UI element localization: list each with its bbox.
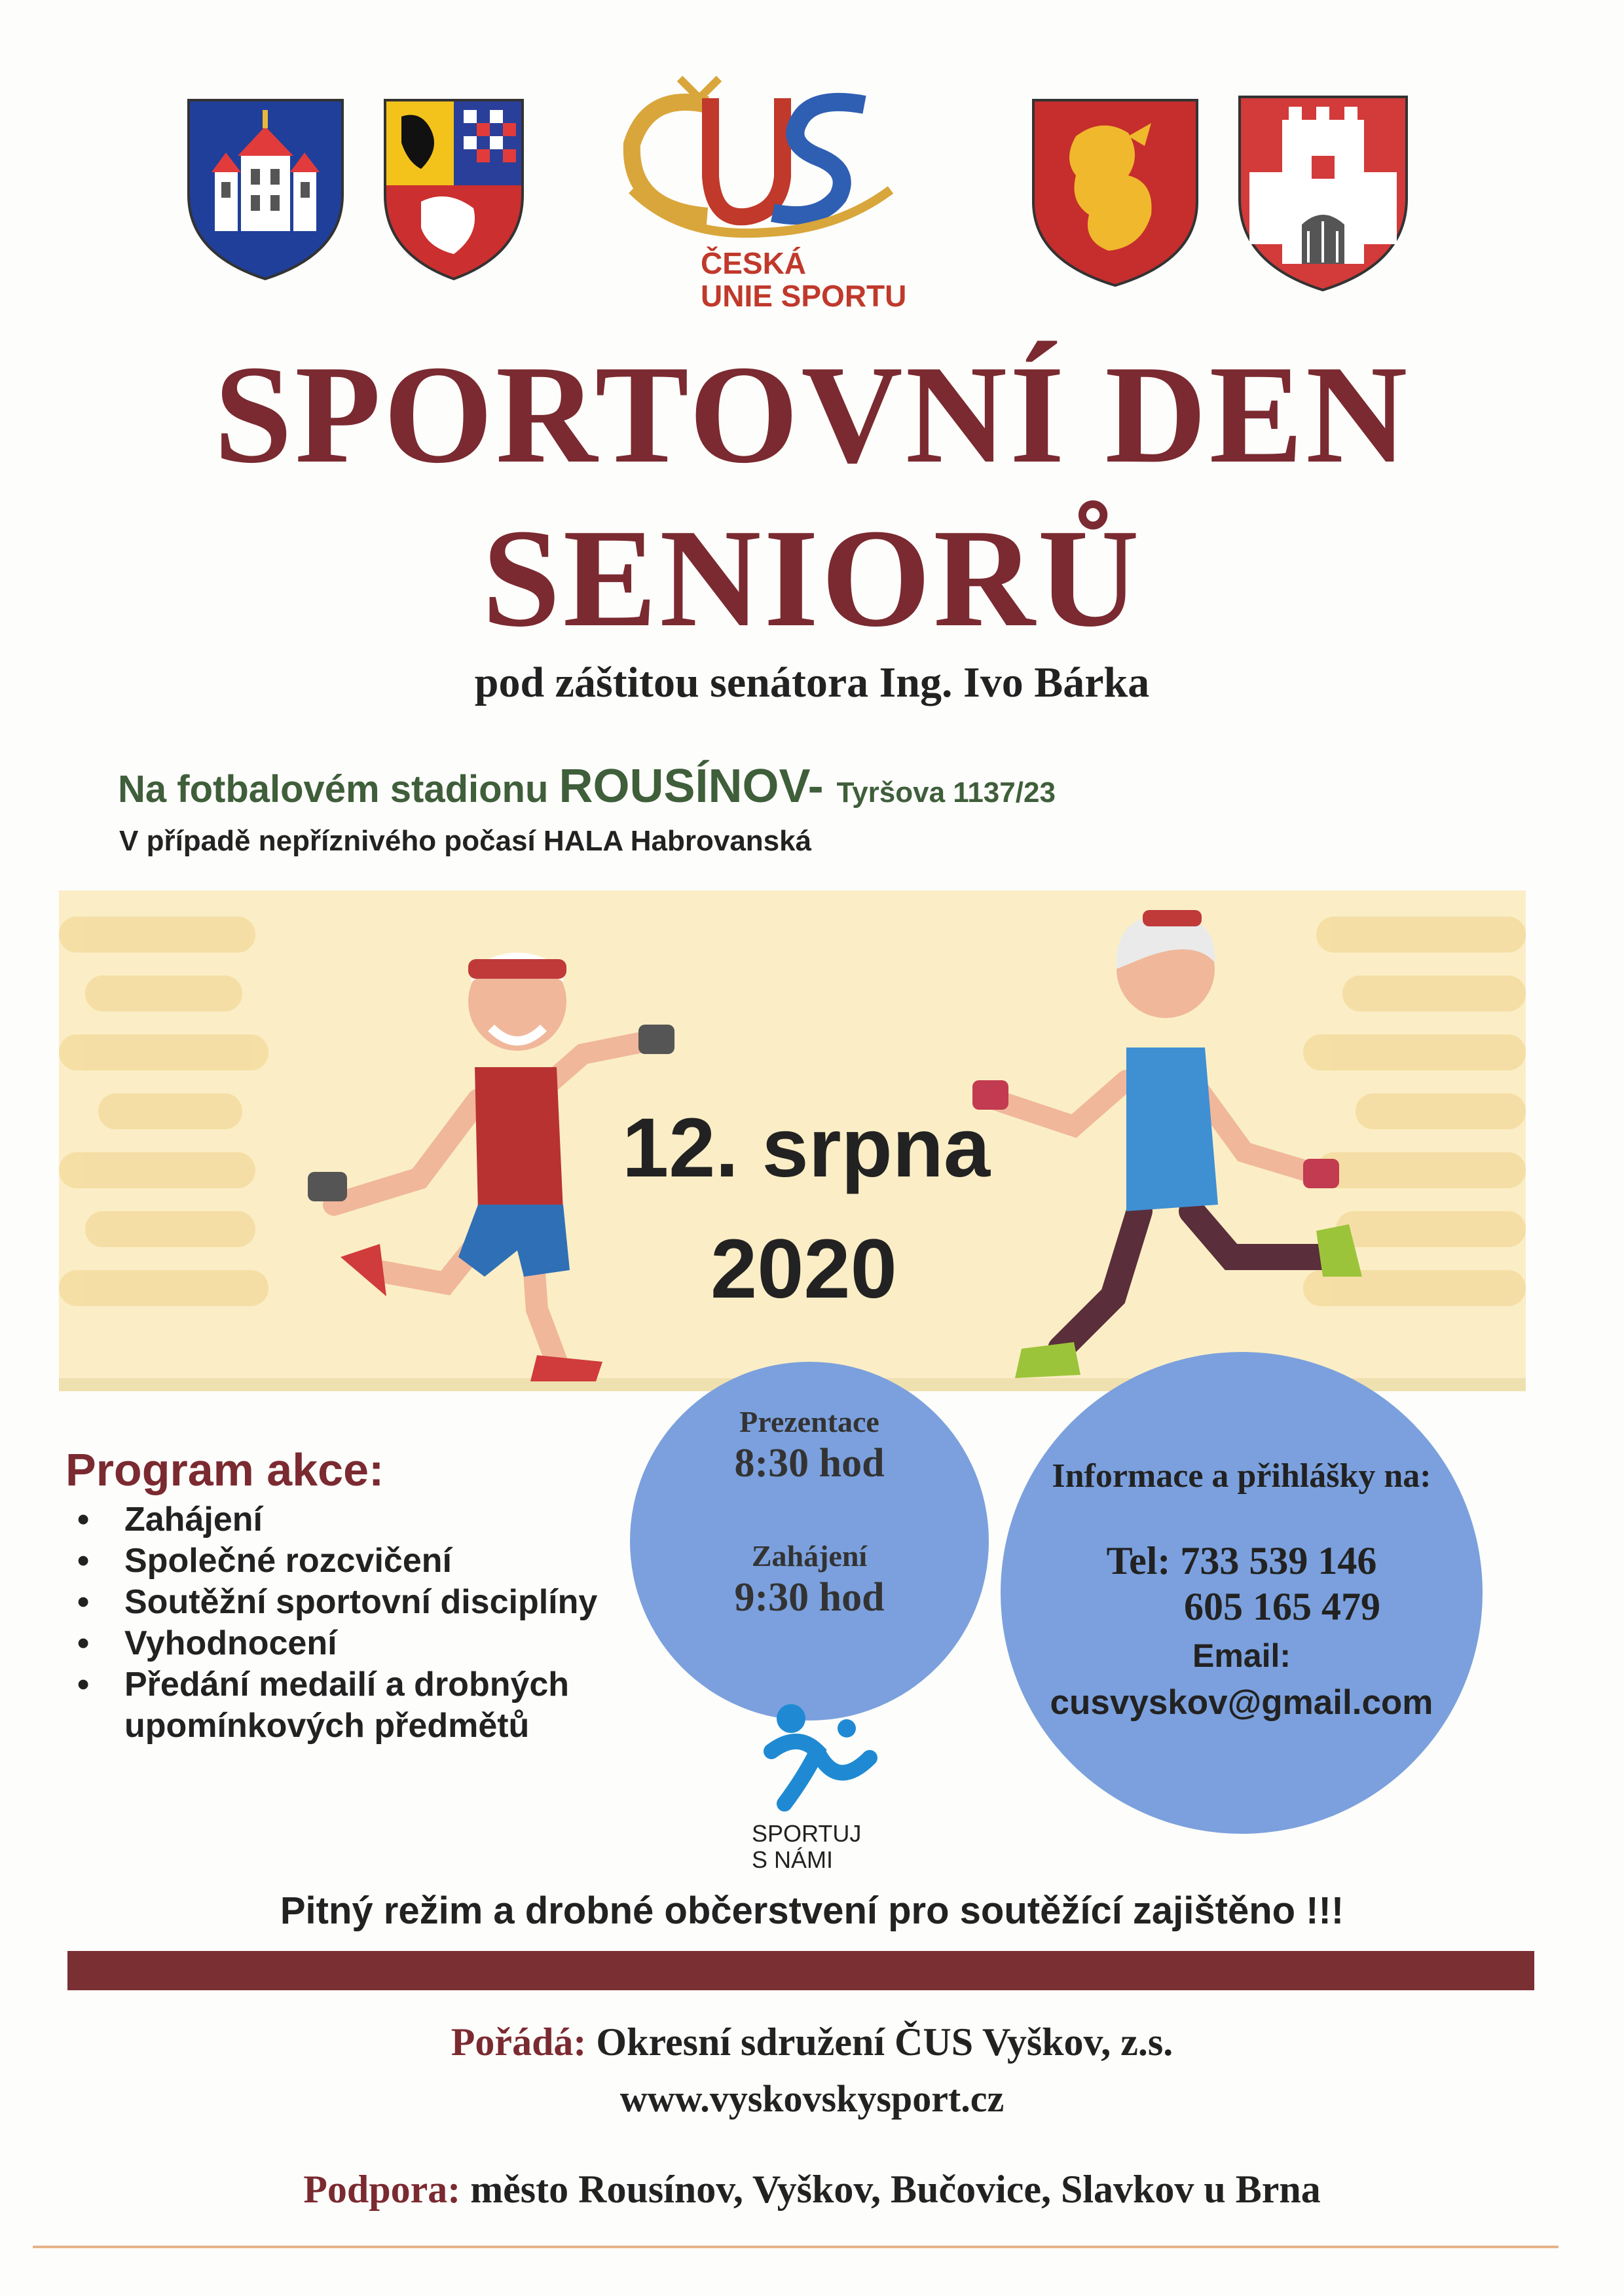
registration-time: 8:30 hod: [734, 1441, 885, 1485]
cus-logo-line1: ČESKÁ: [701, 246, 807, 280]
info-circle: [1001, 1352, 1483, 1834]
support-label: Podpora:: [303, 2168, 461, 2211]
program-item-text: Společné rozcvičení: [124, 1542, 452, 1580]
program-item-text: Soutěžní sportovní disciplíny: [124, 1583, 598, 1621]
bullet-icon: •: [77, 1583, 90, 1621]
program-item-text: Vyhodnocení: [124, 1624, 337, 1662]
bullet-icon: •: [77, 1501, 90, 1539]
divider-bar: [67, 1951, 1534, 1990]
program-title: Program akce:: [65, 1444, 384, 1495]
cus-logo-mark: [602, 65, 930, 249]
cus-logo-line2: UNIE SPORTU: [701, 279, 907, 313]
event-date-day: 12. srpna: [622, 1101, 991, 1195]
sportuj-line2: S NÁMI: [752, 1846, 834, 1873]
event-date-year: 2020: [710, 1222, 897, 1316]
info-heading: Informace a přihlášky na:: [1052, 1457, 1431, 1495]
schedule-circle: [630, 1362, 989, 1721]
info-email-label: Email:: [1192, 1637, 1291, 1674]
page-title-line2: SENIORŮ: [482, 500, 1142, 656]
organizer-line: [0, 2020, 1624, 2065]
list-item: [72, 1499, 661, 1540]
patronage-subtitle: pod záštitou senátora Ing. Ivo Bárka: [474, 659, 1150, 706]
opening-label: Zahájení: [751, 1539, 868, 1573]
organizer-label: Pořádá:: [451, 2020, 587, 2064]
venue-place: ROUSÍNOV: [559, 760, 808, 812]
gate-tower-crest: [1236, 94, 1410, 293]
eagle-lion-crest: [382, 97, 526, 282]
program-list: [72, 1499, 661, 1747]
venue-dash: -: [807, 760, 837, 812]
info-tel2: 605 165 479: [1184, 1585, 1380, 1628]
running-figure-icon: [752, 1699, 883, 1817]
list-item: [72, 1540, 661, 1582]
venue-address: Tyršova 1137/23: [836, 776, 1056, 809]
list-item: [72, 1582, 661, 1623]
venue-line: [118, 759, 1056, 813]
cus-logo: [602, 65, 930, 321]
castle-crest: [185, 97, 346, 282]
gold-lion-crest: [1030, 97, 1200, 289]
female-runner-illustration: [917, 890, 1414, 1388]
support-line: [0, 2167, 1624, 2212]
sportuj-logo: [752, 1699, 883, 1872]
program-item-text: Zahájení: [124, 1501, 263, 1539]
list-item: [72, 1664, 661, 1747]
organizer-text: Okresní sdružení ČUS Vyškov, z.s.: [586, 2020, 1173, 2064]
bullet-icon: •: [77, 1666, 90, 1704]
info-tel: Tel: 733 539 146: [1106, 1539, 1377, 1582]
registration-label: Prezentace: [739, 1405, 879, 1438]
program-item-text: Předání medailí a drobných upomínkových předmětů: [124, 1666, 570, 1745]
info-email: cusvyskov@gmail.com: [1050, 1683, 1433, 1722]
support-text: město Rousínov, Vyškov, Bučovice, Slavkov u Brna: [460, 2168, 1321, 2211]
page-title-line1: SPORTOVNÍ DEN: [213, 336, 1411, 492]
venue-prefix: Na fotbalovém stadionu: [118, 768, 559, 811]
refreshments-note: Pitný režim a drobné občerstvení pro soutěžící zajištěno !!!: [280, 1889, 1344, 1932]
sportuj-line1: SPORTUJ: [752, 1820, 862, 1847]
opening-time: 9:30 hod: [734, 1575, 885, 1620]
weather-alternative: V případě nepříznivého počasí HALA Habrovanská: [119, 825, 812, 857]
website-link[interactable]: www.vyskovskysport.cz: [619, 2077, 1005, 2120]
bullet-icon: •: [77, 1542, 90, 1580]
bullet-icon: •: [77, 1624, 90, 1662]
bottom-rule: [33, 2246, 1559, 2248]
list-item: [72, 1623, 661, 1664]
